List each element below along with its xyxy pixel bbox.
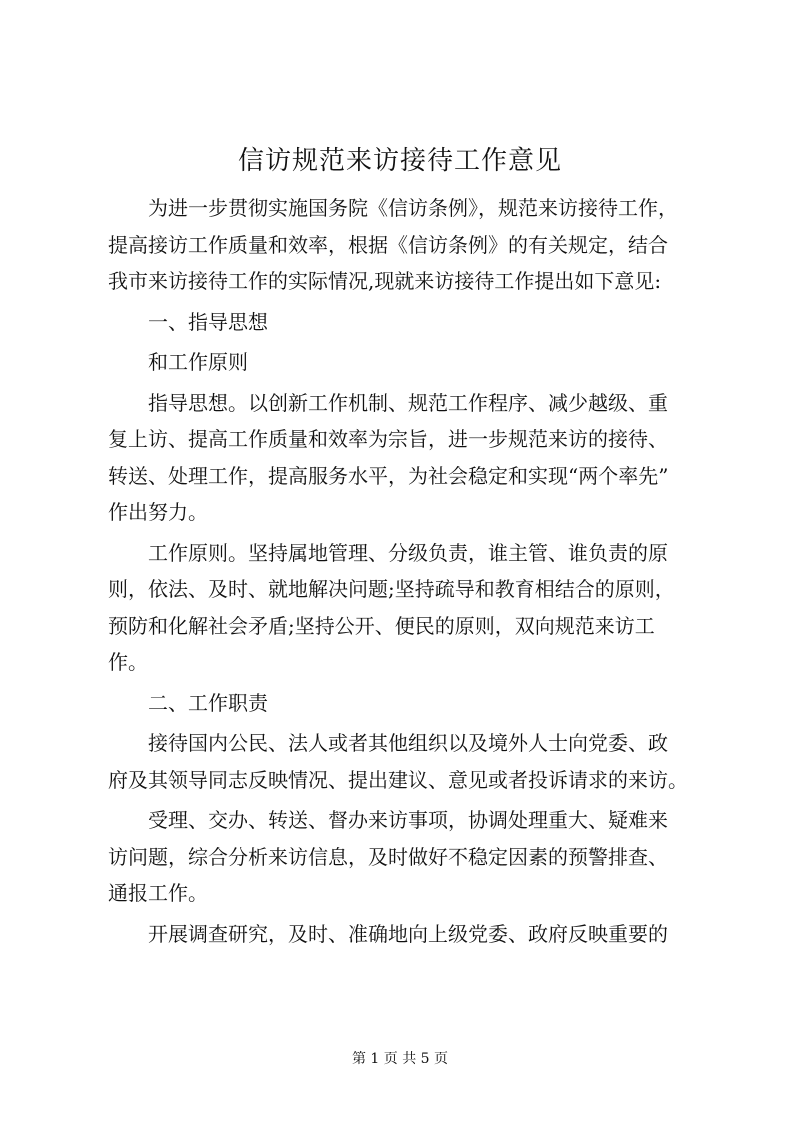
paragraph-work-principles xyxy=(108,535,708,681)
text-line: 府及其领导同志反映情况、提出建议、意见或者投诉请求的来访。 xyxy=(108,767,688,792)
text-line: 受理、交办、转送、督办来访事项，协调处理重大、疑难来 xyxy=(148,808,668,832)
document-body xyxy=(108,190,708,952)
text-line: 指导思想。以创新工作机制、规范工作程序、减少越级、重 xyxy=(148,390,668,415)
section-heading-2: 二、工作职责 xyxy=(148,690,268,715)
paragraph-duty-research xyxy=(108,916,708,953)
text-line: 预防和化解社会矛盾;坚持公开、便民的原则，双向规范来访工 xyxy=(108,613,655,638)
section-heading-1: 一、指导思想 xyxy=(148,309,268,334)
section-heading-1-cont: 和工作原则 xyxy=(148,350,248,374)
text-line: 则，依法、及时、就地解决问题;坚持疏导和教育相结合的原则， xyxy=(108,577,675,601)
paragraph-duty-reception xyxy=(108,725,708,798)
text-line: 为进一步贯彻实施国务院《信访条例》，规范来访接待工作， xyxy=(148,196,678,220)
text-line: 作。 xyxy=(108,650,148,674)
text-line: 接待国内公民、法人或者其他组织以及境外人士向党委、政 xyxy=(148,731,668,755)
paragraph-duty-handling xyxy=(108,802,708,912)
text-line: 作出努力。 xyxy=(108,500,208,524)
text-line: 开展调查研究，及时、准确地向上级党委、政府反映重要的 xyxy=(148,921,668,946)
text-line: 访问题，综合分析来访信息，及时做好不稳定因素的预警排查、 xyxy=(108,844,668,869)
text-line: 转送、处理工作，提高服务水平，为社会稳定和实现“两个率先” xyxy=(108,463,669,488)
text-line: 通报工作。 xyxy=(108,881,208,905)
text-line: 复上访、提高工作质量和效率为宗旨，进一步规范来访的接待、 xyxy=(108,427,668,451)
text-line: 提高接访工作质量和效率，根据《信访条例》的有关规定，结合 xyxy=(108,232,668,257)
paragraph-guiding-thought xyxy=(108,385,708,531)
page-footer: 第 1 页 共 5 页 xyxy=(351,1051,449,1067)
text-line: 工作原则。坚持属地管理、分级负责，谁主管、谁负责的原 xyxy=(148,540,668,565)
paragraph-intro xyxy=(108,190,708,300)
document-title: 信访规范来访接待工作意见 xyxy=(237,146,562,176)
text-line: 我市来访接待工作的实际情况,现就来访接待工作提出如下意见: xyxy=(108,269,662,293)
